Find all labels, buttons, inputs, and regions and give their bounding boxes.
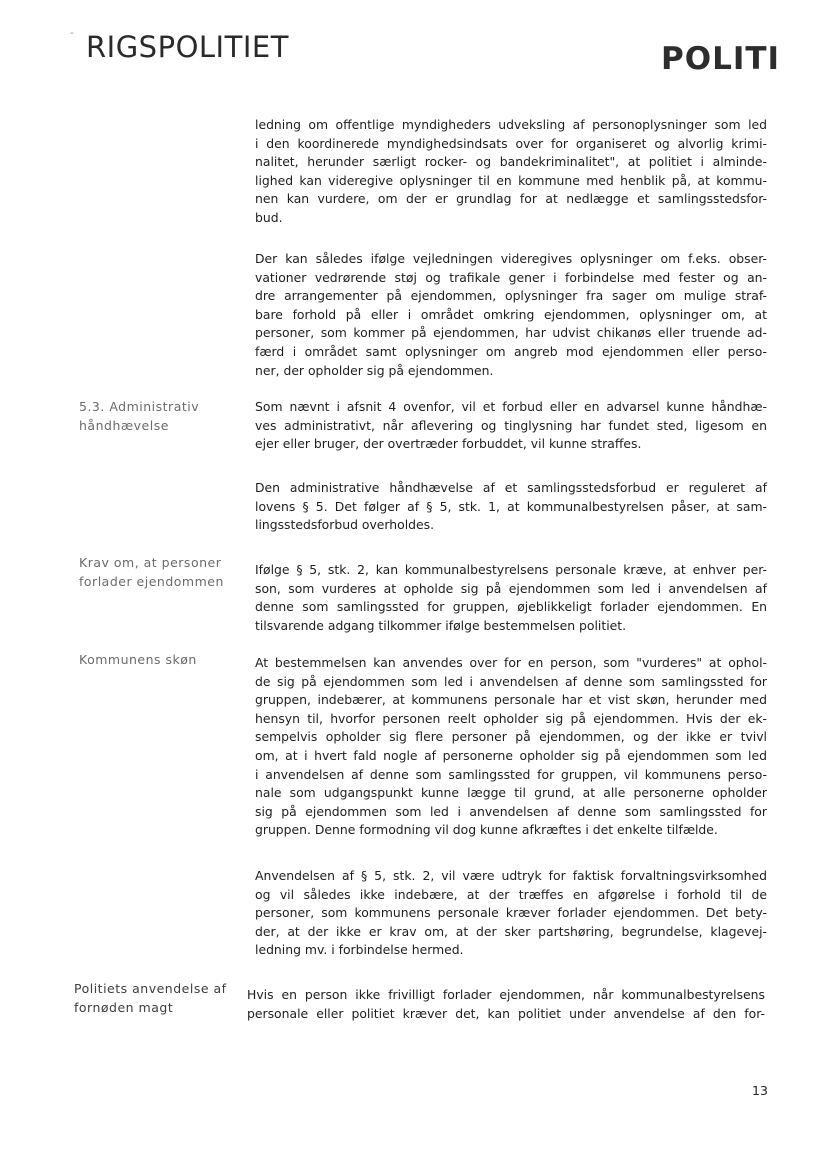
text-line: personale eller politiet kræver det, kan politiet under anvendelse af den for- — [247, 1005, 765, 1021]
paragraph-politiets-magt — [247, 986, 765, 1023]
text-line: ledning om offentlige myndigheders udveksling af personoplysninger som led — [255, 117, 767, 132]
text-line: At bestemmelsen kan anvendes over for en person, som "vurderes" at ophol- — [255, 655, 767, 670]
text-line: nen kan vurdere, om der er grundlag for at nedlægge et samlingsstedsfor- — [255, 191, 767, 207]
paragraph-kommunens-skoen — [255, 654, 767, 840]
text-line: sempelvis opholder sig flere personer på ejendommen, og der ikke er tvivl — [255, 729, 767, 745]
text-line: færd i området samt oplysninger om angreb mod ejendommen eller perso- — [255, 343, 767, 359]
text-line: son, som vurderes at opholde sig på ejendommen som led i anvendelsen af — [255, 580, 767, 596]
side-label-politiets-magt: Politiets anvendelse af fornøden magt — [74, 981, 227, 1015]
text-line: lovens § 5. Det følger af § 5, stk. 1, at kommunalbestyrelsen påser, at sam- — [255, 498, 767, 514]
text-line: i anvendelsen af denne som samlingssted for gruppen, vil kommunens perso- — [255, 766, 767, 782]
header-title: RIGSPOLITIET — [86, 30, 289, 64]
text-line: sig på ejendommen som led i anvendelsen af denne som samlingssted for — [255, 803, 767, 819]
text-line: gruppen, indebærer, at kommunens personale har et vist skøn, herunder med — [255, 692, 767, 708]
text-line: Som nævnt i afsnit 4 ovenfor, vil et forbud eller en advarsel kunne håndhæ- — [255, 399, 767, 414]
text-line: nale som udgangspunkt kunne lægge til grund, at alle personerne opholder — [255, 785, 767, 801]
text-line: nalitet, herunder særligt rocker- og bandekriminalitet", at politiet i alminde- — [255, 154, 767, 170]
text-line: Hvis en person ikke frivilligt forlader ejendommen, når kommunalbestyrelsens — [247, 987, 765, 1002]
paragraph-anvendelsen — [255, 867, 767, 960]
text-line: bud. — [255, 209, 283, 225]
text-line: ner, der opholder sig på ejendommen. — [255, 362, 494, 378]
side-label-administrativ-haandhaevelse: 5.3. Administrativ håndhævelse — [79, 399, 200, 433]
text-line: i den koordinerede myndighedsindsats over for organiseret og alvorlig krimi- — [255, 135, 767, 151]
text-line: tilsvarende adgang tilkommer ifølge bestemmelsen politiet. — [255, 617, 627, 633]
header-mark: - — [70, 28, 74, 39]
paragraph-lovens-paragraf-5 — [255, 479, 767, 535]
text-line: Den administrative håndhævelse af et samlingsstedsforbud er reguleret af — [255, 480, 767, 495]
text-line: gruppen. Denne formodning vil dog kunne afkræftes i det enkelte tilfælde. — [255, 822, 718, 838]
text-line: ejer eller bruger, der overtræder forbuddet, vil kunne straffes. — [255, 436, 642, 452]
text-line: lingsstedsforbud overholdes. — [255, 517, 435, 533]
page-number: 13 — [752, 1083, 768, 1098]
text-line: personer, som kommunens personale kræver forlader ejendommen. Det bety- — [255, 905, 767, 921]
text-line: dre arrangementer på ejendommen, oplysninger fra sager om mulige straf- — [255, 288, 767, 304]
text-line: der, at der ikke er krav om, at der sker partshøring, begrundelse, klagevej- — [255, 923, 767, 939]
text-line: hensyn til, hvorfor personen reelt opholder sig på ejendommen. Hvis der ek- — [255, 710, 767, 726]
text-line: ledning mv. i forbindelse hermed. — [255, 942, 464, 958]
text-line: denne som samlingssted for gruppen, øjeblikkeligt forlader ejendommen. En — [255, 599, 767, 615]
side-label-krav-om-personer: Krav om, at personer forlader ejendommen — [79, 555, 224, 589]
text-line: Anvendelsen af § 5, stk. 2, vil være udtryk for faktisk forvaltningsvirksomhed — [255, 868, 767, 883]
paragraph-krav-om-personer — [255, 561, 767, 635]
paragraph-intro-continued — [255, 116, 767, 228]
text-line: om, at i hvert fald nogle af personerne opholder sig på ejendommen som led — [255, 747, 767, 763]
text-line: lighed kan videregive oplysninger til en kommune med henblik på, at kommu- — [255, 172, 767, 188]
text-line: de sig på ejendommen som led i anvendelsen af denne som samlingssted for — [255, 673, 767, 689]
side-label-kommunens-skoen: Kommunens skøn — [79, 652, 197, 667]
text-line: og vil således ikke indebære, at der træffes en afgørelse i forhold til de — [255, 886, 767, 902]
text-line: ves administrativt, når aflevering og tinglysning har fundet sted, ligesom en — [255, 417, 767, 433]
text-line: Der kan således ifølge vejledningen videregives oplysninger om f.eks. obser- — [255, 251, 767, 266]
text-line: Ifølge § 5, stk. 2, kan kommunalbestyrelsens personale kræve, at enhver per- — [255, 562, 767, 577]
text-line: personer, som kommer på ejendommen, har udvist chikanøs eller truende ad- — [255, 325, 767, 341]
paragraph-administrativ-haandhaevelse — [255, 398, 767, 454]
text-line: vationer vedrørende støj og trafikale gener i forbindelse med fester og an- — [255, 269, 767, 285]
politi-logo: POLITI — [661, 41, 781, 77]
paragraph-observations — [255, 250, 767, 380]
text-line: bare forhold på eller i området omkring ejendommen, oplysninger om, at — [255, 306, 767, 322]
